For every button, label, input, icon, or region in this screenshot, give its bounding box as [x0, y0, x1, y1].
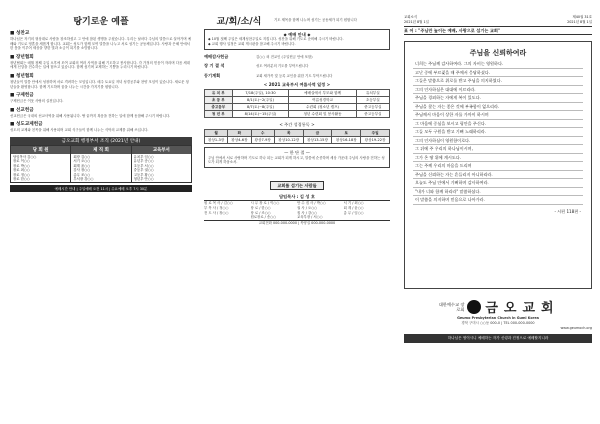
issue-right: 2021년 8월 1일: [567, 20, 592, 24]
staff-cell: 총 무 / 임○○: [343, 210, 364, 215]
org-item: 유치부 임○○: [133, 154, 154, 159]
news-items: [204, 54, 390, 79]
staff-footer: 교회전화 000-000-0000 | 목양실 000-000-0000: [258, 220, 336, 225]
section-body: 구제헌금은 이웃 사랑의 실천입니다.: [10, 99, 64, 104]
issue-no: 제40권 31호: [572, 15, 592, 19]
org-column: [132, 146, 191, 182]
column-right: [404, 14, 592, 343]
poem-line: 그의 인자하심이 영원함이로다.: [413, 137, 583, 146]
sched-cell: 중고등부: [205, 104, 233, 111]
section-body: 선교헌금은 국내외 선교사역을 위해 사용됩니다. 땅 끝까지 복음을 전하는 일에 함께 동참해 주시기 바랍니다.: [10, 113, 171, 118]
poem-line: 그 마음에 중심을 보시고 평안을 주신다.: [413, 120, 583, 129]
pastor-line: 담임목사 : 김 성 호: [279, 193, 315, 199]
staff-cell: 서 기 / 최○○: [343, 201, 364, 206]
poem-line: 주님을 경외하는 자에게 복이 있도다.: [413, 94, 583, 103]
prayer-text: 주님 안에서 서로 사랑하며 기도로 하나 되는 교회가 되게 하시고, 말씀에 순종하며 세상 가운데 주님의 사랑을 전하는 성도가 되게 하옵소서.: [208, 155, 385, 165]
org-column: [11, 146, 71, 182]
staff-cell: [344, 215, 391, 220]
poem-line: 너희는 주님께 감사하여라. 그의 자비는 영원하다.: [413, 60, 583, 69]
left-title: 탕기로운 예플: [73, 17, 129, 27]
org-item: 장로 정○○: [13, 172, 30, 177]
staff-cell: 안 수 집 사 / 박○○: [297, 201, 326, 206]
news-title: 교/회/소/식: [216, 17, 262, 27]
week-head-row: [205, 130, 390, 137]
notice-box: [204, 29, 390, 50]
church-header: [404, 297, 592, 316]
news-item-label: 예배감사헌금: [204, 53, 229, 59]
church-address: 경북 구미시 ○○동 000-0 | TEL 000-000-0000: [461, 321, 535, 325]
denomination: 대한예수교 장로회: [438, 301, 465, 312]
org-column-header: 교육부서: [132, 146, 191, 154]
staff-cell: 전 도 사 / 장○○: [204, 210, 229, 215]
sched-row: [205, 90, 390, 97]
news-item-label: 장 기 결 석: [204, 63, 225, 69]
org-item: 총무 조○○: [73, 172, 91, 177]
org-item: 청년부 안○○: [133, 176, 154, 181]
church-english: Geumo Presbyterian Church in Gumi Korea: [457, 316, 539, 321]
section-body: 하나님은 자기의 형상대로 사람을 창조하셨고 그 안에 참된 생명을 주셨습니다. 우리는 날마다 주님의 말씀으로 살아가며 예배와 기도로 영혼을 새롭게 합니다. 교회는 성도가 함께 모여 말씀을 나누고 서로 섬기는 공동체입니다. 사랑과 은혜 안에서 한 몸을 이루어 세상을 향한 빛과 소금이 되기를 소망합니다.: [10, 37, 192, 51]
poem-lines: [405, 60, 591, 205]
org-column-header: 당 회 원: [11, 146, 70, 154]
org-item: 장로 박○○: [13, 163, 30, 168]
sched-cell: 유치부실: [356, 90, 389, 97]
section-heading: ■ 장년협회: [10, 54, 34, 60]
poem-line: 그가 온 땅 위에 계시도다.: [413, 154, 583, 163]
staff-cell: 집 사 / 강○○: [297, 210, 318, 215]
section-heading: ■ 성찬교: [10, 31, 30, 36]
issue-left: 교회소식: [404, 15, 418, 19]
week-value-row: [205, 137, 390, 144]
org-column: [71, 146, 131, 182]
poem-line: 주님을 찾는 자는 좋은 것에 부족함이 없으리라.: [413, 103, 583, 112]
news-item: [204, 73, 390, 79]
org-item: 중등부 권○○: [133, 168, 154, 173]
poem-signature: - 시편 118편 -: [554, 208, 581, 214]
week-head-cell: 월: [205, 130, 228, 137]
week-value-cell: 왕상7-9장: [251, 137, 274, 144]
section-heading: ■ 청년협회: [10, 73, 34, 79]
sched-cell: 초등부실: [356, 97, 389, 104]
staff-cell: 원 로 목 사 / 김○○: [204, 201, 233, 206]
staff-cell: 원로장로 / 송○○: [250, 215, 277, 220]
notice-list: [208, 37, 386, 46]
sched-cell: 중고등부실: [356, 104, 389, 111]
sched-cell: 8/1(토)~2(주일): [232, 97, 289, 104]
news-item-text: 성도 여러분의 기도를 부탁드립니다: [256, 64, 309, 69]
section-body: 성도의 교제와 친목을 위해 사용되며 교회 식구들이 함께 나누는 식탁의 교제를 위해 쓰입니다.: [10, 128, 149, 133]
org-item: 부서장 강○○: [73, 176, 94, 181]
staff-cell: [204, 215, 251, 220]
church-logo-icon: [467, 300, 481, 314]
left-footer: 예배시간 안내 | 주일예배 오전 11시 | 수요예배 오후 7시 30분: [10, 185, 192, 192]
staff-cell: 시 무 장 로 / 이○○: [250, 201, 280, 206]
week-head-cell: 목: [274, 130, 303, 137]
sched-cell: 8/7(토)~8(주일): [232, 104, 289, 111]
org-bar: 금오교회 행정부서 조직 (2021년 안내): [10, 137, 192, 145]
sched-cell: 청년 수련회 및 봉사활동: [289, 111, 356, 118]
poem-title: 주님을 신뢰하여라: [469, 48, 527, 58]
org-item: 담임목사 김○○: [13, 154, 37, 159]
org-item: 장로 최○○: [13, 168, 30, 173]
org-items: [11, 154, 70, 182]
poem-line: 주님께서 마음이 상한 자를 가까이 하시며: [413, 111, 583, 120]
news-item: [204, 63, 390, 69]
org-item: 장로 한○○: [13, 176, 30, 181]
sched-cell: 수련회 (청소년 캠프): [289, 104, 356, 111]
theme-line: 표 어 : "주님만 높이는 예배, 사랑으로 섬기는 교회": [404, 26, 592, 35]
sched-row: [205, 104, 390, 111]
sched-cell: 예배실에서 부모와 함께: [289, 90, 356, 97]
staff-cell: 장 로 / 한○○: [250, 205, 271, 210]
news-item-text: 교회 새가족 및 등록 교인을 위한 기도 부탁드립니다: [256, 73, 333, 78]
sched-cell: 청 년 부: [205, 111, 233, 118]
org-items: [71, 154, 130, 182]
week-value-cell: 왕상10-12장: [274, 137, 303, 144]
issue-date: 2021년 8월 1일: [404, 20, 429, 24]
sched-cell: 중고등부실: [356, 111, 389, 118]
week-head-cell: 화: [228, 130, 251, 137]
sched-cell: 유 치 부: [205, 90, 233, 97]
prayer-head: — 한 단 절 —: [284, 150, 310, 156]
notice-item: ◆ 교회 행사 일정은 교회 게시판을 참고해 주시기 바랍니다.: [208, 42, 296, 46]
column-middle: [204, 14, 390, 225]
week-value-cell: 왕상13-15장: [303, 137, 332, 144]
org-item: 감사 장○○: [73, 168, 91, 173]
org-item: 장로 이○○: [13, 159, 30, 164]
staff-cell: 권 사 / 오○○: [297, 205, 318, 210]
week-caption: < 주간 성경통독 >: [279, 122, 315, 128]
poem-line: 주님을 신뢰하는 자는 흔들리지 아니하리라.: [413, 171, 583, 180]
church-homepage[interactable]: www.geumoch.org: [560, 325, 592, 330]
notice-item: ◆ 10월 첫째 주일은 세계성찬주일로 지킵니다. 성찬을 위해 기도로 준비해 주시기 바랍니다.: [208, 37, 344, 42]
week-value-cell: 왕상16-18장: [332, 137, 361, 144]
staff-row: [204, 215, 390, 220]
week-head-cell: 수: [251, 130, 274, 137]
staff-list: [204, 200, 390, 220]
org-items: [132, 154, 191, 182]
sched-cell: 초 등 부: [205, 97, 233, 104]
poem-line: 그 뒤에 주 우리의 하나님이시며,: [413, 145, 583, 154]
sched-cell: 7/18(주일), 10:30: [232, 90, 289, 97]
poem-line: 이 말씀을 의지하며 믿음으로 나아가라.: [413, 196, 583, 205]
org-item: 회계 윤○○: [73, 163, 91, 168]
sched-table: [204, 89, 390, 118]
column-left: [10, 14, 192, 192]
week-head-cell: 금: [303, 130, 332, 137]
week-head-cell: 토: [332, 130, 361, 137]
org-item: 서기 오○○: [73, 159, 91, 164]
org-item: 유년부 송○○: [133, 159, 154, 164]
org-column-header: 제 직 회: [71, 146, 130, 154]
section-body: 장년협회는 매월 첫째 주일 오후에 모여 교회의 여러 사역을 위해 기도하고 봉사합니다. 각 가정의 믿음이 자라며 다음 세대에게 신앙을 전수하는 일에 힘쓰고 있습니다. 함께 섬기며 교제하는 기쁨을 누리시기 바랍니다.: [10, 60, 190, 70]
week-value-cell: 왕상1-3장: [205, 137, 228, 144]
sched-cell: 8/14(토)~15(주일): [232, 111, 289, 118]
news-item: [204, 54, 390, 60]
news-item-text: 김○○ 외 전교인 (주일헌금 안에 포함): [256, 54, 313, 59]
poem-line: 그들 모두 구원을 받고 기뻐 노래하리라.: [413, 128, 583, 137]
poem-line: 그의 인자하심은 대대에 이르리라.: [413, 86, 583, 95]
staff-cell: 부 목 사 / 정○○: [204, 205, 229, 210]
staff-cell: 장 로 / 조○○: [250, 210, 271, 215]
poem-line: "내가 너와 함께 하리라" 말씀하셨다.: [413, 188, 583, 197]
bottom-banner: 하나님은 영이시니 예배하는 자가 신령과 진정으로 예배할지니라: [404, 334, 592, 343]
section-body: 청년들이 말씀 안에서 성장하며 서로 격려하는 모임입니다. 매주 토요일 저녁 성경공부와 찬양 모임이 있습니다. 새로운 청년들을 환영합니다. 함께 기도하며 꿈을 나누는 시간을 가지기를 원합니다.: [10, 79, 189, 89]
top-note: 기도 제목을 함께 나누며 섬기는 공동체가 되기 원합니다: [274, 18, 357, 23]
poem-line: 그는 주께 우리의 마음을 드리며: [413, 162, 583, 171]
church-name: 금오교회: [485, 301, 560, 317]
staff-cell: 회 계 / 윤○○: [343, 205, 364, 210]
org-item: 회장 김○○: [73, 154, 91, 159]
section-heading: ■ 성도교제헌금: [10, 122, 43, 128]
week-value-cell: 왕상19-22장: [361, 137, 390, 144]
section-heading: ■ 선교헌금: [10, 107, 34, 113]
poem-line: 고난 중에 부르짖을 때 주께서 응답하셨다.: [413, 69, 583, 78]
poem-line: 그들은 말씀으로 위로를 받고 주님을 의지하였다.: [413, 77, 583, 86]
staff-cell: 교육부장 / 서○○: [297, 215, 323, 220]
staff-title: 교회를 섬기는 사람들: [270, 181, 323, 190]
notice-head: ◆ 예배 안내 ◆: [283, 32, 311, 37]
prayer-box: [204, 147, 390, 168]
poem-box: [404, 41, 592, 289]
week-table: [204, 129, 390, 144]
org-item: 고등부 황○○: [133, 172, 154, 177]
week-head-cell: 주일: [361, 130, 390, 137]
issue-line-2: [404, 19, 592, 24]
sched-cell: 여름성경학교: [289, 97, 356, 104]
section-heading: ■ 구제헌금: [10, 93, 34, 99]
news-item-label: 등기계획: [204, 72, 221, 78]
org-table: [10, 145, 192, 183]
left-sections: [10, 30, 192, 133]
org-item: 초등부 서○○: [133, 163, 154, 168]
sched-row: [205, 97, 390, 104]
sched-caption: < 2021 교육부서 여름사역 일정 >: [263, 82, 331, 88]
poem-line: 오늘도 주님 안에서 기뻐하며 감사하여라.: [413, 179, 583, 188]
sched-row: [205, 111, 390, 118]
week-value-cell: 왕상4-6장: [228, 137, 251, 144]
